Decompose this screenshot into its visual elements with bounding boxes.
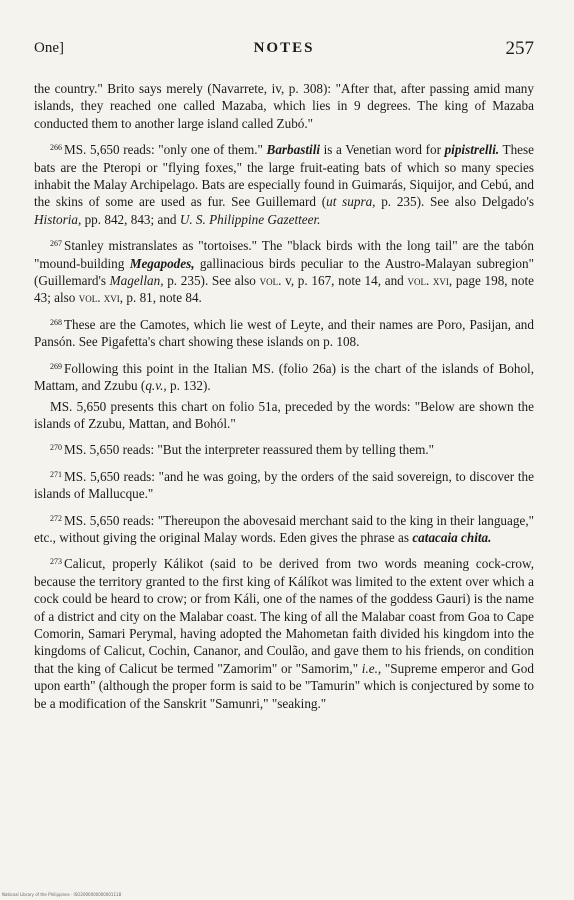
footnote-text: p. 132).	[166, 378, 211, 394]
footnote-text: catacaia chita.	[412, 529, 492, 545]
footnote-text: Stanley mistranslates as "tortoises." The "black birds with the long tail" are the tabón "mound-building	[34, 238, 534, 271]
footnote-text: is a Venetian word for	[320, 142, 445, 158]
footnote-text: Historia,	[34, 211, 82, 227]
page-footer: National Library of the Philippines · ISO2000000000001118	[2, 892, 122, 897]
footnote-cont	[34, 80, 534, 132]
footnote-text: MS. 5,650 reads: "only one of them."	[64, 142, 267, 158]
footnote-number: 270	[50, 443, 62, 453]
footnote-text: ut supra,	[326, 194, 376, 210]
footnote-n273	[34, 553, 534, 712]
footnote-text: MS. 5,650 presents this chart on folio 51a, preceded by the words: "Below are shown the islands of Zzubu, Mattan, and Bohól."	[34, 398, 534, 431]
footnote-n269b	[34, 398, 534, 433]
footnote-number: 272	[50, 513, 62, 523]
footnote-text: pipistrelli.	[444, 142, 500, 158]
footnote-text: MS. 5,650 reads: "and he was going, by the orders of the said sovereign, to discover the islands of Mallucque."	[34, 468, 534, 502]
footnote-text: Calicut, properly Kálikot (said to be derived from two words meaning cock-crow, because the territory granted to the first king of Kálíkot was limited to the extent over which a cock could be heard to crow; or from Káli, one of the names of the goddess Gauri) is the name of a district and city on the Malabar coast. The king of all the Malabar coast from Goa to Cape Comorin, Samari Perymal, having adopted the Mahometan faith divided his kingdom into the kingdoms of Calicut, Cochin, Cananor, and Coulão, and gave them to his friends, on condition that the king of Calicut be termed "Zamorim" or "Samorim,"	[34, 556, 534, 676]
footnote-text: the country." Brito says merely (Navarrete, iv, p. 308): "After that, after passing amid many islands, they reached one called Mazaba, which lies in 9 degrees. The king of Mazaba conducted them to another large island called Zubó."	[34, 81, 534, 131]
footnote-text: "Supreme emperor and God upon earth" (although the proper form is said to be "Tamurin" which is conjectured by some to be a modification of the Sanskrit "Samunri," "seaking."	[34, 660, 534, 711]
footnote-text: Barbastili	[266, 142, 321, 158]
footnote-number: 269	[50, 361, 62, 371]
header-title: NOTES	[253, 40, 315, 56]
footnote-number: 271	[50, 469, 62, 479]
footnote-number: 267	[50, 239, 62, 249]
footnote-text: Megapodes,	[129, 255, 195, 271]
footnote-text: vol. xvi,	[407, 273, 453, 289]
footnote-text: p. 235). See also Delgado's	[375, 194, 534, 210]
footnote-text: q.v.,	[145, 378, 167, 394]
page-number: 257	[505, 38, 534, 59]
footnote-n267	[34, 235, 534, 307]
running-header	[34, 40, 534, 66]
footnote-n271	[34, 466, 534, 503]
footnote-n266	[34, 139, 534, 228]
footnote-text: Magellan,	[109, 273, 164, 289]
footnote-n269	[34, 358, 534, 395]
footnote-text: i.e.,	[361, 660, 382, 676]
footnote-number: 273	[50, 557, 62, 567]
footnote-text: MS. 5,650 reads: "But the interpreter reassured them by telling them."	[64, 442, 435, 458]
footnote-text: page 198, note 43; also	[34, 273, 534, 306]
footnote-text: pp. 842, 843; and	[81, 211, 180, 227]
footnote-number: 268	[50, 317, 62, 327]
footnote-text: p. 81, note 84.	[123, 290, 202, 306]
footnote-text: gallinacious birds peculiar to the Austro-Malayan subregion" (Guillemard's	[34, 255, 534, 289]
footnote-text: U. S. Philippine Gazetteer.	[179, 211, 321, 227]
header-left-text: One]	[34, 40, 64, 56]
footnote-number: 266	[50, 143, 62, 153]
footnote-text: MS. 5,650 reads: "Thereupon the abovesaid merchant said to the king in their language," etc., without giving the original Malay words. Eden gives the phrase as	[34, 512, 534, 545]
footnote-text: These are the Camotes, which lie west of Leyte, and their names are Poro, Pasijan, and Pansón. See Pigafetta's chart showing these islands on p. 108.	[34, 316, 534, 350]
footnote-text: v, p. 167, note 14, and	[281, 273, 408, 289]
footnote-n272	[34, 510, 534, 547]
footnote-text: vol. xvi,	[78, 290, 124, 306]
footnote-text: These bats are the Pteropi or "flying foxes," the large fruit-eating bats of which so many species inhabit the Malay Archipelago. Bats are especially found in Guimarás, Siquijor, and Cebú, and the skins of some are used as fur. See Guillemard (	[34, 142, 535, 210]
footnote-n268	[34, 314, 534, 351]
notes-body	[34, 80, 534, 719]
footnote-n270	[34, 439, 534, 458]
footnote-text: Following this point in the Italian MS. (folio 26a) is the chart of the islands of Bohol, Mattam, and Zzubu (	[34, 360, 534, 394]
footnote-text: vol.	[259, 273, 282, 289]
footnote-text: p. 235). See also	[163, 273, 260, 289]
